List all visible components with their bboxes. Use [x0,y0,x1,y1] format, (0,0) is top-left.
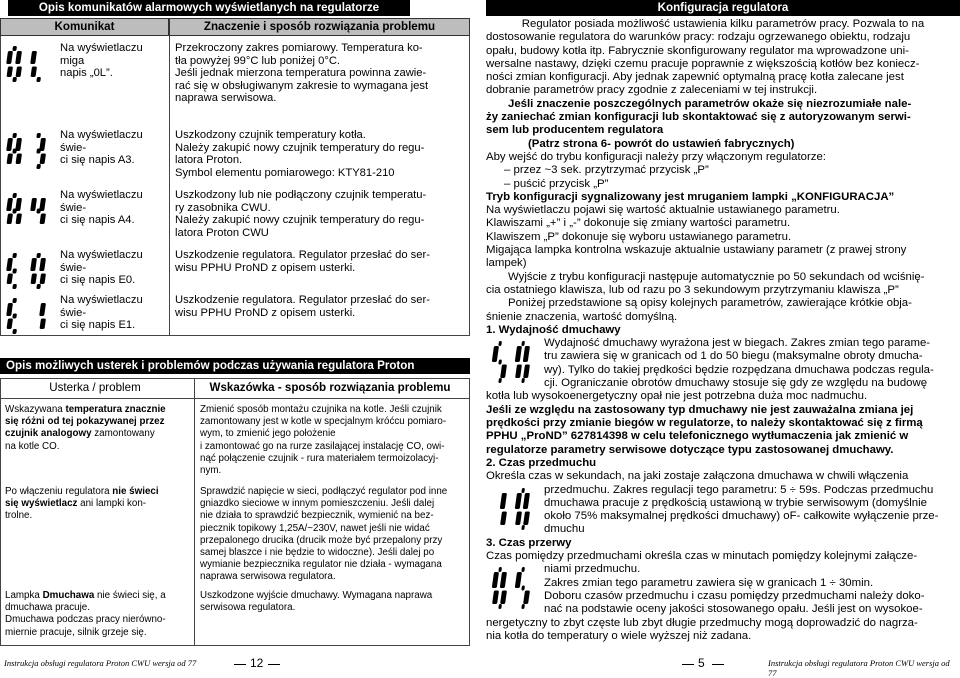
hint-text: Zmienić sposób montażu czujnika na kotle. Jeśli czujnik zamontowany jest w kotle w specjalnym króćcu pomiaro- wym, to zmienić jego położenie i zamontować go na rurze zasilającej instalację CO, owi- nąć połączenie czujnik - rura materiałem termoizolacyj- nym. [200,404,447,477]
page-number: 12 [250,656,264,670]
left-page [0,0,470,671]
right-page [486,0,960,678]
alarm-description: Przekroczony zakres pomiarowy. Temperatura ko- tła powyżej 99°C lub poniżej 0°C. Jeśli jednak mierzona temperatura powinna zawie- rać się w obsługiwanym zakresie to wymagana jest naprawa serwisowa. [175,42,429,105]
config-title: Konfiguracja regulatora [486,0,960,16]
param-50-icon [492,339,538,385]
footer-text: Instrukcja obsługi regulatora Proton CWU wersja od 77 [4,658,197,668]
alarm-description: Uszkodzenie regulatora. Regulator przesłać do ser- wisu PPHU ProND z opisem usterki. [175,294,430,319]
param3-text: niami przedmuchu. Zakres zmian tego parametru zawiera się w granicach 1 ÷ 30min. Doboru czasów przedmuchu i czasu pomiędzy przedmuchami należy doko- nać na podstawie oceny jakości stosowanego opału. Jeśli jest on wysokoe- [544,563,925,616]
code-a4-icon [6,191,54,231]
param2-text: przedmuchu. Zakres regulacji tego parametru: 5 ÷ 59s. Podczas przedmuchu dmuchawa pracuje z prędkością ustawioną w trybie serwisowym (domyślnie około 75% maksymalnej prędkości dmuchawy) oF- całkowite wyłączenie prze- dmuchu [544,483,939,536]
problem-text: Po włączeniu regulatora nie świeci się wyświetlacz ani lampki kon- trolne. [5,486,159,522]
alarm-message: Na wyświetlaczu świe- ci się napis E0. [60,249,143,287]
alarm-section-title: Opis komunikatów alarmowych wyświetlanych na regulatorze [8,0,410,16]
param3-title: 3. Czas przerwy Czas pomiędzy przedmuchami określa czas w minutach pomiędzy kolejnymi załącze- [486,536,918,562]
problem-text: Lampka Dmuchawa nie świeci się, a dmuchawa pracuje. Dmuchawa podczas pracy nierówno- miernie pracuje, silnik grzeje się. [5,590,166,638]
alarm-description: Uszkodzony lub nie podłączony czujnik temperatu- ry zasobnika CWU. Należy zakupić nowy czujnik temperatury do regu- latora Proton CWU [175,189,427,239]
problem-text: Wskazywana temperatura znacznie się różni od tej pokazywanej przez czujnik analogowy zamontowany na kotle CO. [5,404,166,452]
col-header-meaning: Znaczenie i sposób rozwiązania problemu [169,18,470,36]
code-e1-icon [6,296,54,336]
config-intro: Regulator posiada możliwość ustawienia kilku parametrów pracy. Pozwala to na dostosowanie regulatora do warunków pracy: rodzaju ogrzewanego obiektu, rodzaju opału, budowy kotła itp. Fabrycznie skonfigurowany regulator ma wprowadzone uni- wersalne nastawy, dzięki czemu pracuje poprawnie z większością kotłów bez koniecz- ności zmian konfiguracji. Aby jednak zapewnić optymalną pracę kotła zalecane jest dobranie parametrów pracy zgodnie z zaleceniami w tej instrukcji. Jeśli znaczenie poszczególnych parametrów okaże się niezrozumiałe nale- ży zaniechać zmian konfiguracji lub skontaktować się z autoryzowanym serwi- sem lub producentem regulatora (Patrz strona 6- powrót do ustawień fabrycznych) Aby wejść do trybu konfiguracji należy przy włączonym regulatorze: – przez ~3 sek. przytrzymać przycisk „P” – puścić przycisk „P” Tryb konfiguracji sygnalizowany jest mruganiem lampki „KONFIGURACJA” Na wyświetlaczu pojawi się wartość aktualnie ustawianego parametru. Klawiszami „+” i „-” dokonuje się zmiany wartości parametru. Klawiszem „P” dokonuje się wyboru ustawianego parametru. Migająca lampka kontrolna wskazuje aktualnie ustawiany parametr (z prawej strony lampek) Wyjście z trybu konfiguracji następuje automatycznie po 50 sekundach od wciśnię- cia ostatniego klawisza, lub od razu po 3 sekundowym przytrzymaniu klawisza „P” Poniżej przedstawione są opisy kolejnych parametrów, zawierające krótkie obja- śnienie znaczenia, wartość domyślną. 1. Wydajność dmuchawy [486,18,925,336]
code-0l-icon [6,44,54,84]
param3-rest: nergetyczny to zbyt częste lub zbyt długie przedmuchy mogą doprowadzić do nagrza- nia kotła do temperatury o wiele wyższej niż zadana. [486,616,918,642]
alarm-message: Na wyświetlaczu świe- ci się napis E1. [60,294,143,332]
col-header-problem: Usterka / problem [49,381,141,394]
alarm-message: Na wyświetlaczu świe- ci się napis A3. [60,129,143,167]
param-05-icon [492,565,538,611]
alarm-description: Uszkodzenie regulatora. Regulator przesłać do ser- wisu PPHU ProND z opisem usterki. [175,249,430,274]
alarm-message: Na wyświetlaczu miga napis „0L”. [60,42,143,80]
alarm-message: Na wyświetlaczu świe- ci się napis A4. [60,189,143,227]
col-header-message: Komunikat [0,18,169,36]
alarm-description: Uszkodzony czujnik temperatury kotła. Należy zakupić nowy czujnik temperatury do regu- latora Proton. Symbol elementu pomiarowego: KTY81-210 [175,129,425,179]
hint-text: Uszkodzone wyjście dmuchawy. Wymagana naprawa serwisowa regulatora. [200,590,433,614]
code-e0-icon [6,251,54,291]
param-10-icon [492,486,538,532]
hint-text: Sprawdzić napięcie w sieci, podłączyć regulator pod inne gniazdko sieciowe w innym pomieszczeniu. Jeśli dalej nie działa to sprawdzić bezpiecznik, wymienić na bez- piecznik topikowy 1,25A/~230V, nawet jeśli nie widać przepalonego drucika (drucik może być przepalony przy samej blaszce i nie będzie to widoczne). Jeśli dalej po wymianie bezpiecznika regulator nie działa - wymagana naprawa serwisowa regulatora. [200,486,448,583]
problems-section-title: Opis możliwych usterek i problemów podczas używania regulatora Proton [0,358,470,374]
code-a3-icon [6,131,54,171]
col-header-hint: Wskazówka - sposób rozwiązania problemu [209,381,451,394]
param1-text: Wydajność dmuchawy wyrażona jest w biegach. Zakres zmian tego parame- tru zawiera się w granicach od 1 do 50 biegu (maksymalne obroty dmucha- wy). Tylko do takiej prędkości będzie rozpędzana dmuchawa podczas regula- cji. Ograniczanie obrotów dmuchawy stosuje się gdy ze względu na budowę [544,337,934,390]
param1-rest: kotła lub wysokoenergetyczny opał nie jest potrzebna duża moc nadmuchu. Jeśli ze względu na zastosowany typ dmuchawy nie jest zauważalna zmiana jej prędkości przy zmianie biegów w regulatorze, to należy skontaktować się z firmą PPHU „ProND” 627814398 w celu telefonicznego wytłumaczenia jak zmienić w regulatorze parametry serwisowe dotyczące typu zastosowanej dmuchawy. 2. Czas przedmuchu Określa czas w sekundach, na jaki zostaje załączona dmuchawa w chwili włączenia [486,390,923,483]
right-page-number: 5 [698,656,705,670]
right-footer-text: Instrukcja obsługi regulatora Proton CWU wersja od 77 [768,658,950,678]
